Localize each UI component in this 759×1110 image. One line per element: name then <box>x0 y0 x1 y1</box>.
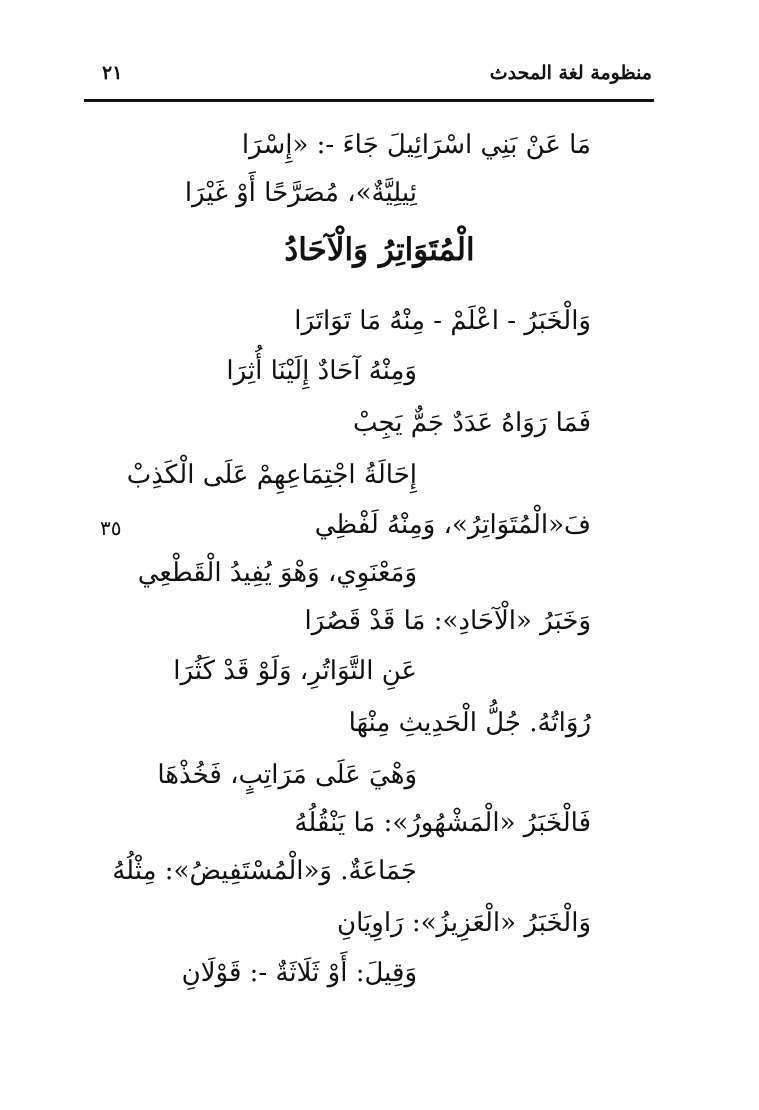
verse-line: جَمَاعَةٌ. وَ«الْمُسْتَفِيضُ»: مِثْلُهُ <box>112 856 417 886</box>
book-title: منظومة لغة المحدث <box>489 62 652 84</box>
line-number: ٣٥ <box>100 516 122 540</box>
verse-line: عَنِ التَّوَاتُرِ، وَلَوْ قَدْ كَثُرَا <box>173 656 417 686</box>
verse-line: وَالْخَبَرُ «الْعَزِيزُ»: رَاوِيَانِ <box>337 908 591 938</box>
verse-line: وَقِيلَ: أَوْ ثَلَاثَةٌ -: قَوْلَانِ <box>181 958 417 988</box>
page-number: ٢١ <box>102 62 123 84</box>
verse-line: فَ«الْمُتَوَاتِرُ»، وَمِنْهُ لَفْظِي <box>314 510 591 540</box>
header-rule <box>84 99 654 102</box>
verse-line: رُوَاتُهُ. جُلُّ الْحَدِيثِ مِنْهَا <box>348 708 591 738</box>
verse-line: وَهْيَ عَلَى مَرَاتِبٍ، فَخُذْهَا <box>157 760 417 790</box>
verse-line: وَمَعْنَوِي، وَهْوَ يُفِيدُ الْقَطْعِي <box>137 558 417 588</box>
verse-line: وَخَبَرُ «الْآحَادِ»: مَا قَدْ قَصُرَا <box>304 606 591 636</box>
verse-line: وَالْخَبَرُ - اعْلَمْ - مِنْهُ مَا تَوَاتَرَا <box>294 306 591 336</box>
page-header <box>84 58 654 98</box>
verse-line: ئِيلِيَّةٌ»، مُصَرَّحًا أَوْ غَيْرَا <box>184 178 417 208</box>
verse-line: فَمَا رَوَاهُ عَدَدٌ جَمٌّ يَجِبْ <box>352 408 591 438</box>
chapter-heading: الْمُتَوَاتِرُ وَالْآحَادُ <box>284 232 475 268</box>
verse-line: إِحَالَةُ اجْتِمَاعِهِمْ عَلَى الْكَذِبْ <box>126 460 417 490</box>
verse-line: فَالْخَبَرُ «الْمَشْهُورُ»: مَا يَنْقُلُهُ <box>294 808 591 838</box>
verse-line: وَمِنْهُ آحَادٌ إِلَيْنَا أُثِرَا <box>226 356 417 386</box>
verse-line: مَا عَنْ بَنِي اسْرَائِيلَ جَاءَ -: «إِسْرَا <box>241 130 591 160</box>
